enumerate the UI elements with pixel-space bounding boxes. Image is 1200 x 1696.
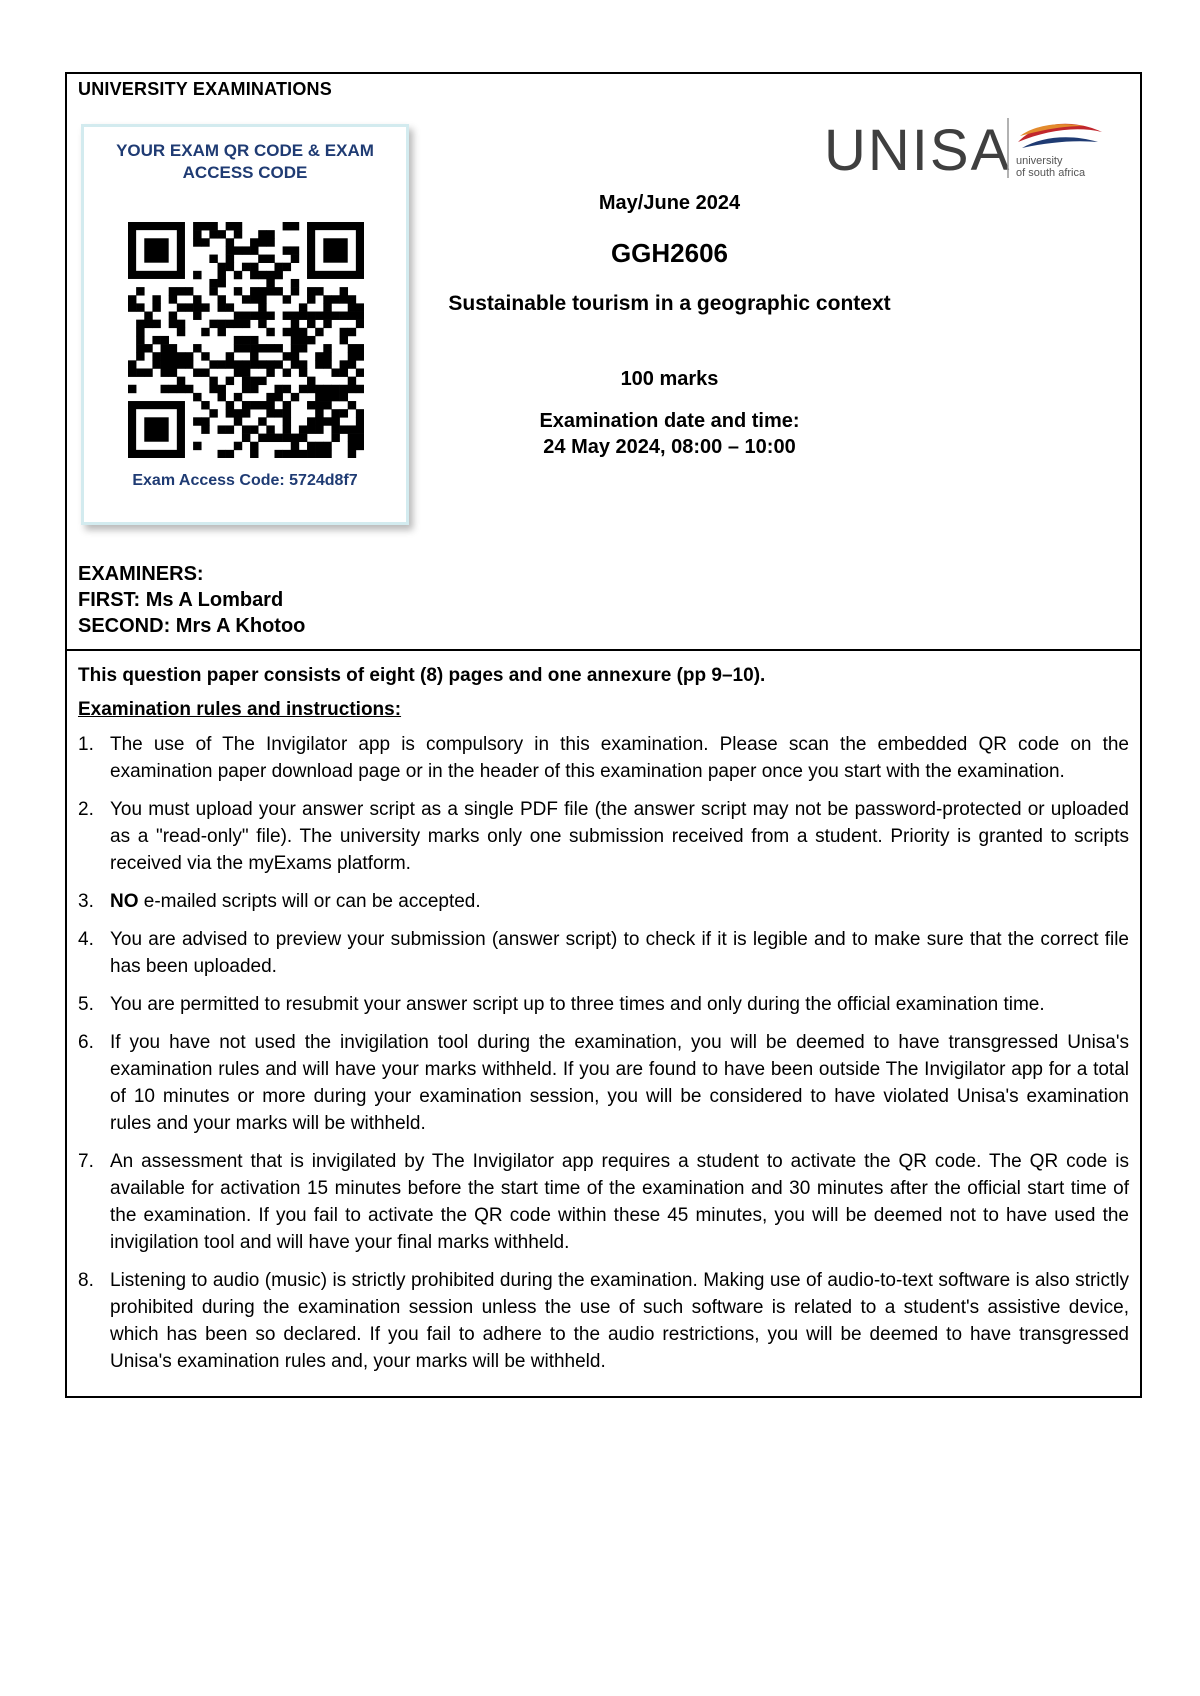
paper-overview: This question paper consists of eight (8) pages and one annexure (pp 9–10). — [78, 665, 766, 686]
rule-number: 2. — [78, 799, 94, 820]
qr-code-image[interactable] — [128, 222, 364, 458]
examiners-label: EXAMINERS: — [78, 563, 204, 585]
module-code: GGH2606 — [610, 238, 729, 268]
second-examiner: SECOND: Mrs A Khotoo — [78, 615, 306, 637]
exam-access-code: Exam Access Code: 5724d8f7 — [132, 472, 358, 489]
rule-text-container — [110, 888, 1129, 915]
rule-item — [78, 991, 1129, 1018]
exam-datetime — [392, 408, 947, 460]
rule-text: An assessment that is invigilated by The Invigilator app requires a student to activate the QR code. The QR code is available for activation 15 minutes before the start time of the examination and 30 minutes after the official start time of the examination. If you fail to activate the QR code within these 45 minutes, you will be deemed not to have used the invigilation tool and will have your final marks withheld. — [110, 1151, 1129, 1253]
rule-item — [78, 1148, 1129, 1256]
rule-text: The use of The Invigilator app is compulsory in this examination. Please scan the embedded QR code on the examination paper download page or in the header of this examination paper once you start with the examination. — [110, 734, 1129, 782]
rule-item — [78, 1267, 1129, 1375]
rule-text: Listening to audio (music) is strictly prohibited during the examination. Making use of audio-to-text software is also strictly prohibited during the examination session unless the use of such software is related to a student's assistive device, which has been so declared. If you fail to adhere to the audio restrictions, you will be deemed to have transgressed Unisa's examination rules and, your marks will be withheld. — [110, 1270, 1129, 1372]
rule-number: 5. — [78, 994, 94, 1015]
rules-list — [78, 731, 1129, 1375]
rule-number: 1. — [78, 734, 94, 755]
exam-datetime-label: Examination date and time: — [539, 410, 800, 432]
rule-emphasis: NO — [110, 891, 139, 912]
rule-text: If you have not used the invigilation tool during the examination, you will be deemed to have transgressed Unisa's examination rules and will have your marks withheld. If you are found to have been outside The Invigilator app for a total of 10 minutes or more during your examination session, you will be considered to have violated Unisa's examination rules and your marks will be withheld. — [110, 1032, 1129, 1134]
rule-number: 8. — [78, 1270, 94, 1291]
rule-text: You must upload your answer script as a single PDF file (the answer script may not be password-protected or uploaded as a "read-only" file). The university marks only one submission received from a student. Priority is granted to scripts received via the myExams platform. — [110, 799, 1129, 874]
rule-item — [78, 1029, 1129, 1137]
rule-text: You are permitted to resubmit your answer script up to three times and only during the official examination time. — [110, 994, 1045, 1015]
total-marks: 100 marks — [620, 368, 719, 390]
logo-swoosh-blue — [1022, 137, 1098, 148]
examiners-block — [78, 561, 305, 639]
qr-card-title: YOUR EXAM QR CODE & EXAM ACCESS CODE — [116, 141, 374, 182]
rule-number: 4. — [78, 929, 94, 950]
logo-tagline-2: of south africa — [1016, 167, 1086, 179]
rule-number: 6. — [78, 1032, 94, 1053]
cover-header — [67, 74, 1140, 651]
exam-cover-frame — [65, 72, 1142, 1398]
unisa-wordmark: UNISA — [824, 118, 1012, 182]
rule-text: You are advised to preview your submission (answer script) to check if it is legible and to make sure that the correct file has been uploaded. — [110, 929, 1129, 977]
rule-item — [78, 731, 1129, 785]
rule-text: e-mailed scripts will or can be accepted. — [138, 891, 481, 912]
unisa-logo — [822, 112, 1112, 182]
rule-number: 3. — [78, 891, 94, 912]
rule-item — [78, 888, 1129, 915]
rule-item — [78, 796, 1129, 877]
rule-item — [78, 926, 1129, 980]
first-examiner: FIRST: Ms A Lombard — [78, 589, 284, 611]
rules-heading: Examination rules and instructions: — [78, 699, 402, 720]
rule-number: 7. — [78, 1151, 94, 1172]
exam-datetime-value: 24 May 2024, 08:00 – 10:00 — [543, 436, 796, 458]
exam-session: May/June 2024 — [598, 192, 741, 214]
logo-tagline-1: university — [1016, 155, 1063, 167]
instructions-section — [67, 651, 1140, 1396]
module-title: Sustainable tourism in a geographic context — [448, 292, 891, 315]
qr-code-card — [81, 124, 409, 525]
university-examinations-label: UNIVERSITY EXAMINATIONS — [78, 79, 332, 99]
